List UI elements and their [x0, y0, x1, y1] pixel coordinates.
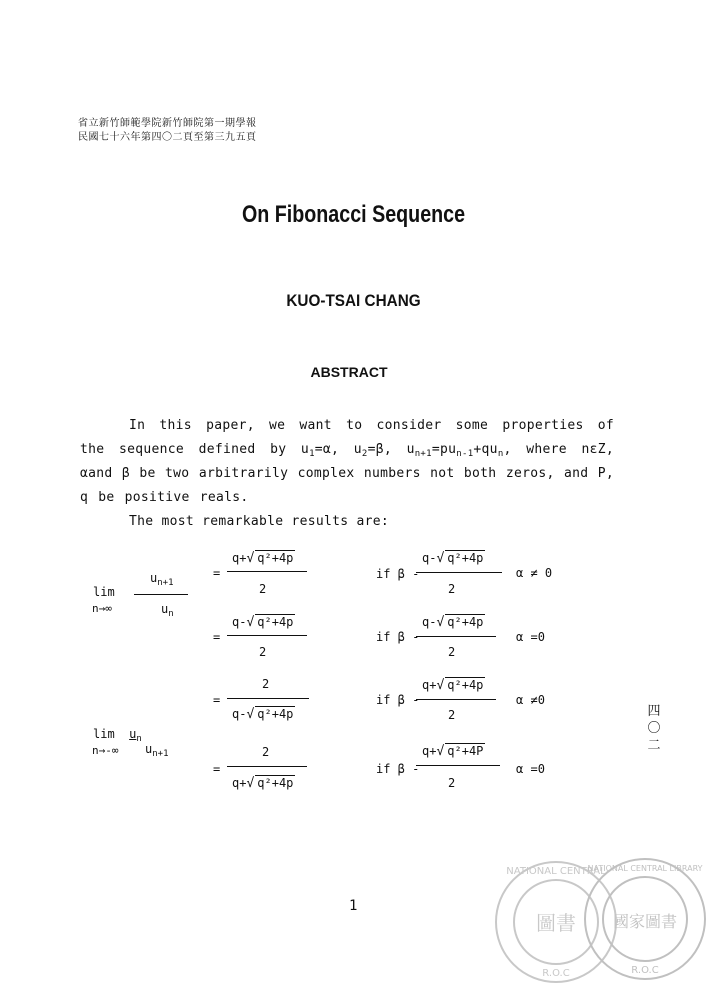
cond3-numerator: q+√ q²+4p	[422, 678, 484, 693]
abstract-line-4: q be positive reals.	[80, 490, 249, 505]
svg-text:NATIONAL CENTRAL LIBRARY: NATIONAL CENTRAL LIBRARY	[587, 864, 703, 873]
svg-text:R.O.C: R.O.C	[631, 965, 659, 976]
cond1-denominator: 2	[448, 582, 456, 596]
cond3-denominator: 2	[448, 708, 456, 722]
abstract-line-1: In this paper, we want to consider some properties of	[129, 418, 614, 433]
case1-bar	[227, 571, 307, 572]
cond2-numerator: q-√ q²+4p	[422, 615, 484, 630]
cond1-if-beta: if β -	[376, 567, 420, 581]
eq-sign-1: =	[213, 566, 221, 580]
limit-label-2: $\lim u_n$	[93, 727, 142, 744]
ratio1-numerator: $u_{n+1}$	[150, 571, 174, 588]
cond1-bar	[416, 572, 502, 573]
case4-bar	[227, 766, 307, 767]
author-name: KUO-TSAI CHANG	[286, 291, 421, 310]
case3-denominator: q-√ q²+4p	[232, 707, 294, 722]
abstract-heading: ABSTRACT	[310, 364, 388, 380]
side-page-label: 四〇二	[647, 704, 661, 753]
ratio1-bar	[134, 594, 188, 595]
cond2-bar	[416, 636, 496, 637]
svg-text:R.O.C: R.O.C	[542, 968, 570, 979]
svg-text:圖書: 圖書	[536, 911, 576, 935]
page-number: 1	[349, 898, 358, 914]
cond2-if-beta: if β -	[376, 630, 420, 644]
limit-label-1: lim	[93, 585, 115, 599]
case2-bar	[227, 635, 307, 636]
case4-numerator: 2	[262, 745, 270, 759]
paper-title: On Fibonacci Sequence	[241, 201, 466, 228]
cond4-bar	[416, 765, 500, 766]
ratio1-denominator: $u_n$	[161, 602, 174, 619]
eq-sign-4: =	[213, 762, 221, 776]
case3-numerator: 2	[262, 677, 270, 691]
library-stamp-right	[581, 855, 707, 983]
abstract-line-2: the sequence defined by $u_1=\alpha$, $u_2=\beta$, $u_{n+1}=pu_{n-1}+qu_n$, where nεZ,	[80, 442, 614, 459]
cond4-alpha: α =0	[516, 762, 545, 776]
case2-numerator: q-√ q²+4p	[232, 615, 294, 630]
cond4-numerator: q+√ q²+4P	[422, 744, 484, 759]
cond4-denominator: 2	[448, 776, 456, 790]
abstract-line-5: The most remarkable results are:	[129, 514, 390, 529]
abstract-line-3: αand β be two arbitrarily complex numbers not both zeros, and P,	[80, 466, 614, 481]
cond3-if-beta: if β -	[376, 693, 420, 707]
case4-denominator: q+√ q²+4p	[232, 776, 294, 791]
cond3-alpha: α ≠0	[516, 693, 545, 707]
cond4-if-beta: if β -	[376, 762, 420, 776]
eq-sign-2: =	[213, 630, 221, 644]
limit-subscript-2: n→-∞	[92, 744, 119, 757]
cond3-bar	[416, 699, 496, 700]
cond1-numerator: q-√ q²+4p	[422, 551, 484, 566]
case3-bar	[227, 698, 309, 699]
cond1-alpha: α ≠ 0	[516, 566, 553, 580]
limit-subscript-1: n→∞	[92, 602, 112, 615]
cond2-denominator: 2	[448, 645, 456, 659]
eq-sign-3: =	[213, 693, 221, 707]
ratio2-denominator: $u_{n+1}$	[145, 742, 169, 759]
case1-denominator: 2	[259, 582, 267, 596]
journal-header-line1: 省立新竹師範學院新竹師院第一期學報	[78, 118, 257, 129]
journal-header-line2: 民國七十六年第四〇二頁至第三九五頁	[78, 132, 257, 143]
svg-text:NATIONAL CENTRAL: NATIONAL CENTRAL	[506, 866, 606, 877]
case1-numerator: q+√ q²+4p	[232, 551, 294, 566]
case2-denominator: 2	[259, 645, 267, 659]
cond2-alpha: α =0	[516, 630, 545, 644]
svg-text:國家圖書: 國家圖書	[612, 912, 678, 931]
